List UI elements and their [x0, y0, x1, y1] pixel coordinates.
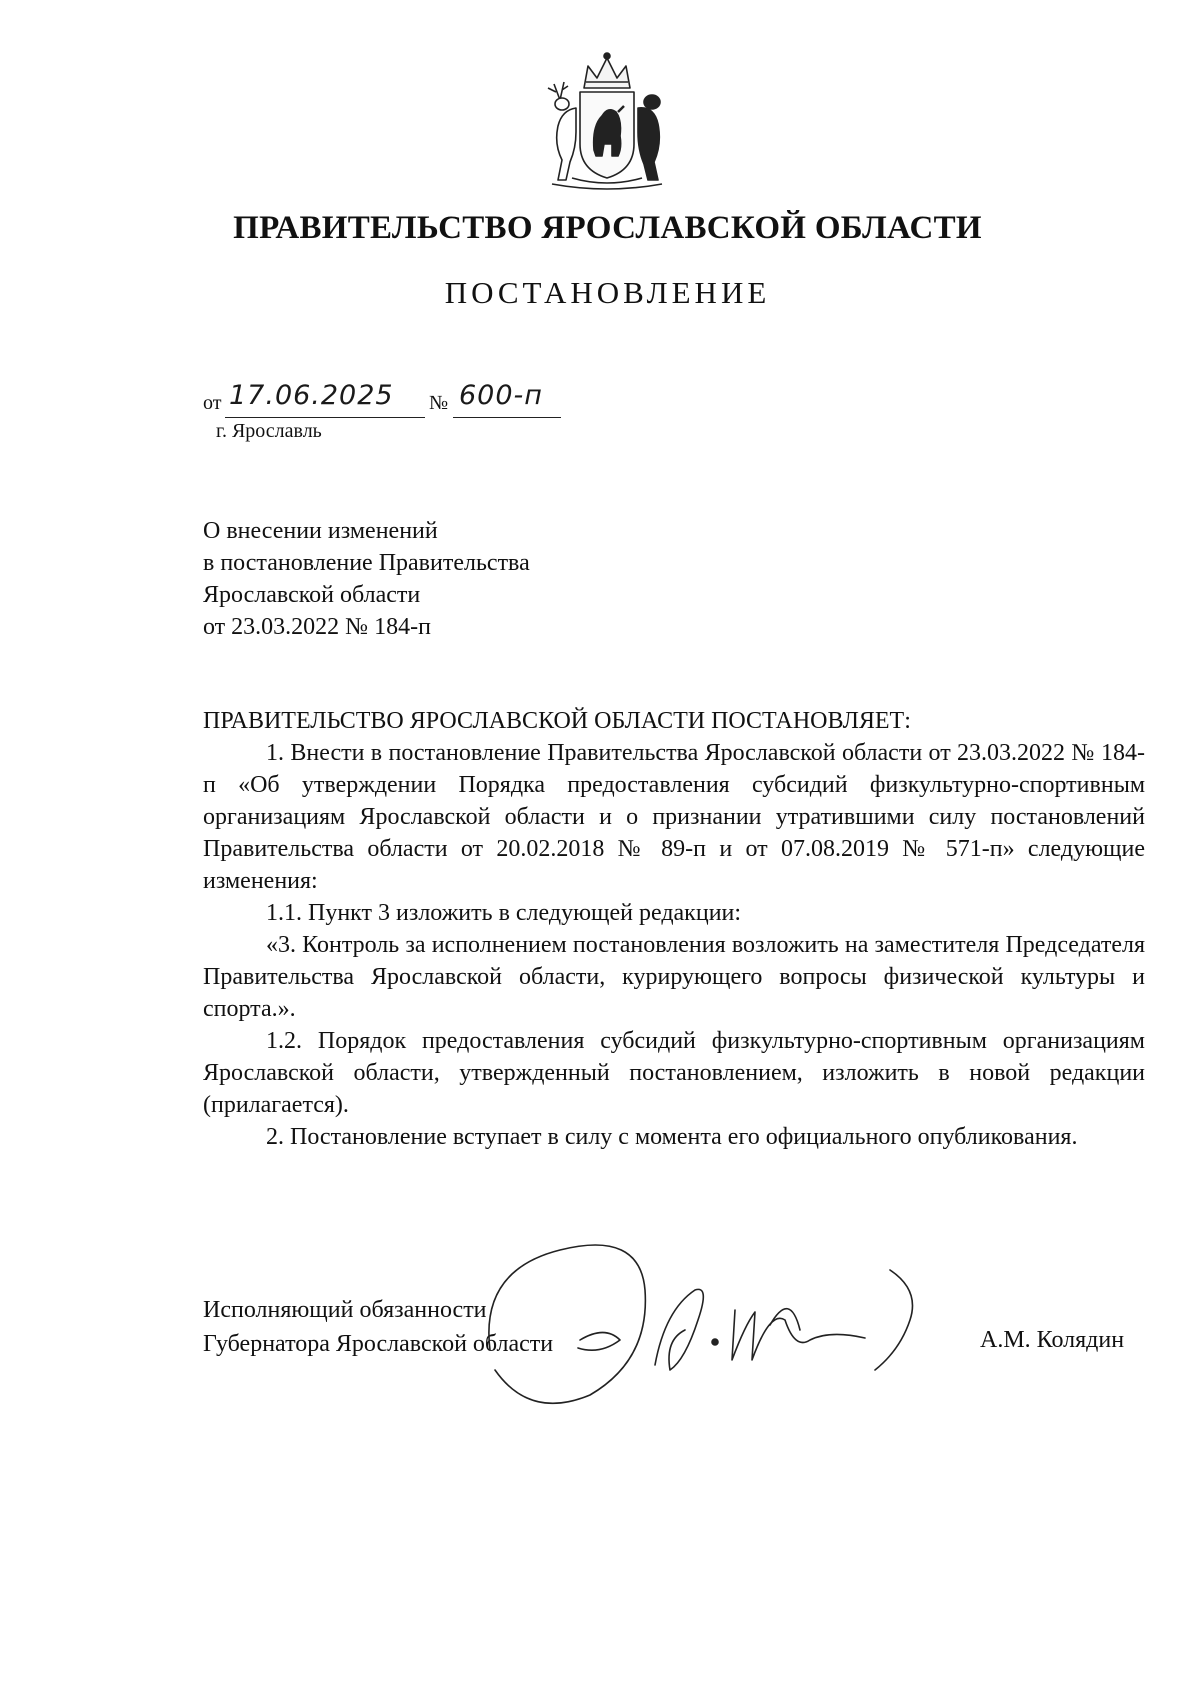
- number-prefix: №: [429, 392, 449, 414]
- document-type-title: ПОСТАНОВЛЕНИЕ: [444, 275, 771, 310]
- paragraph-2: 2. Постановление вступает в силу с момента его официального опубликования.: [266, 1124, 1078, 1150]
- decree-subject: [203, 515, 530, 643]
- date-prefix: от: [203, 392, 222, 414]
- signer-name: А.М. Колядин: [980, 1327, 1125, 1353]
- subject-line: от 23.03.2022 № 184-п: [203, 614, 431, 640]
- signer-position-line: Губернатора Ярославской области: [203, 1331, 554, 1357]
- number-underline: [453, 417, 561, 418]
- subject-line: О внесении изменений: [203, 518, 438, 544]
- paragraph-1-1-quote: «3. Контроль за исполнением постановления возложить на заместителя Председателя Правительства Ярославской области, курирующего вопросы физической культуры и спорта.».: [203, 932, 1145, 1022]
- subject-line: Ярославской области: [203, 582, 421, 608]
- resolving-clause: ПРАВИТЕЛЬСТВО ЯРОСЛАВСКОЙ ОБЛАСТИ ПОСТАНОВЛЯЕТ:: [203, 708, 911, 734]
- government-title: ПРАВИТЕЛЬСТВО ЯРОСЛАВСКОЙ ОБЛАСТИ: [233, 210, 982, 246]
- paragraph-1-2: 1.2. Порядок предоставления субсидий физкультурно-спортивным организациям Ярославской области, утвержденный постановлением, изложить в новой редакции (прилагается).: [203, 1028, 1145, 1118]
- decree-body: [203, 705, 1145, 1153]
- registration-line: [203, 380, 603, 420]
- date-handwritten: 17.06.2025: [229, 380, 394, 411]
- handwritten-signature: [470, 1230, 970, 1420]
- subject-line: в постановление Правительства: [203, 550, 530, 576]
- coat-of-arms-icon: [532, 48, 682, 190]
- paragraph-1-1: 1.1. Пункт 3 изложить в следующей редакции:: [266, 900, 742, 926]
- date-underline: [225, 417, 425, 418]
- city: г. Ярославль: [216, 420, 322, 442]
- signer-position-line: Исполняющий обязанности: [203, 1297, 487, 1323]
- paragraph-1: 1. Внести в постановление Правительства Ярославской области от 23.03.2022 № 184-п «Об утверждении Порядка предоставления субсидий физкультурно-спортивным организациям Ярославской области и о признании утратившими силу постановлений Правительства области от 20.02.2018 № 89-п и от 07.08.2019 № 571-п» следующие изменения:: [203, 740, 1145, 894]
- number-handwritten: 600-п: [459, 380, 543, 411]
